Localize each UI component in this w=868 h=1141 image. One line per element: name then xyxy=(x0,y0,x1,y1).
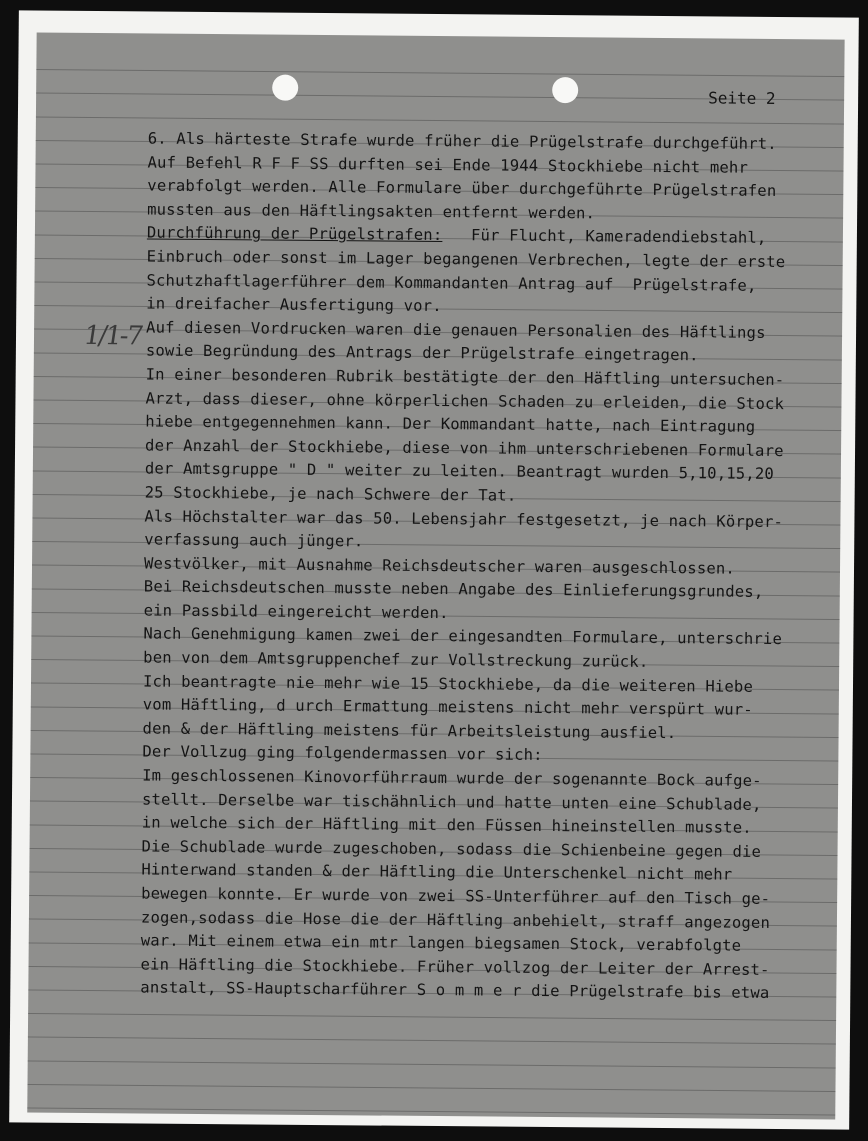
text-line: in welche sich der Häftling mit den Füssen hineinstellen musste. xyxy=(141,813,752,838)
text-line: mussten aus den Häftlingsakten entfernt werden. xyxy=(147,200,596,223)
text-line: Die Schublade wurde zugeschoben, sodass die Schienbeine gegen die xyxy=(141,837,762,861)
text-line: Hinterwand standen & der Häftling die Unterschenkel nicht mehr xyxy=(141,860,733,885)
text-line: verabfolgt werden. Alle Formulare über durchgeführte Prügelstrafen xyxy=(147,176,777,201)
text-line: ein Häftling die Stockhiebe. Früher vollzog der Leiter der Arrest- xyxy=(140,955,770,979)
text-line: Als Höchstalter war das 50. Lebensjahr festgesetzt, je nach Körper- xyxy=(144,506,784,531)
text-line: zogen,sodass die Hose die der Häftling anbehielt, straff angezogen xyxy=(140,908,771,932)
text-line: bewegen konnte. Er wurde von zwei SS-Unterführer auf den Tisch ge- xyxy=(141,884,771,908)
text-line: Im geschlossenen Kinovorführraum wurde der sogenannte Bock aufge- xyxy=(142,766,762,790)
handwritten-margin-mark: 1/1-7 xyxy=(81,320,144,352)
text-line: vom Häftling, d urch Ermattung meistens nicht mehr verspürt wur- xyxy=(142,695,753,720)
text-line: In einer besonderen Rubrik bestätigte der den Häftling untersuchen- xyxy=(145,365,785,389)
text-line: verfassung auch jünger. xyxy=(144,530,364,551)
text-line: ein Passbild eingereicht werden. xyxy=(143,601,449,623)
text-line: der Anzahl der Stockhiebe, diese von ihm unterschriebenen Formulare xyxy=(144,436,784,460)
text-line: Westvölker, mit Ausnahme Reichsdeutscher waren ausgeschlossen. xyxy=(143,554,736,578)
text-line: anstalt, SS-Hauptscharführer S o m m e r die Prügelstrafe bis etwa xyxy=(140,978,770,1003)
text-line: Auf Befehl R F F SS durften sei Ende 1944 Stockhiebe nicht mehr xyxy=(147,153,749,177)
text-line: Bei Reichsdeutschen musste neben Angabe des Einlieferungsgrundes, xyxy=(143,577,764,602)
text-line: Ich beantragte nie mehr wie 15 Stockhiebe, da die weiteren Hiebe xyxy=(142,672,754,696)
text-line: 6. Als härteste Strafe wurde früher die Prügelstrafe durchgeführt. xyxy=(147,129,777,153)
text-line: ben von dem Amtsgruppenchef zur Vollstreckung zurück. xyxy=(143,648,649,671)
section-heading-line: Durchführung der Prügelstrafen: Für Flucht, Kameradendiebstahl, xyxy=(146,223,767,248)
typed-sheet xyxy=(27,33,844,1120)
text-line: in dreifacher Ausfertigung vor. xyxy=(146,294,442,316)
document-page xyxy=(9,10,859,1129)
text-line: Einbruch oder sonst im Lager begangenen Verbrechen, legte der erste xyxy=(146,247,786,272)
text-line: Nach Genehmigung kamen zwei der eingesandten Formulare, unterschrie xyxy=(143,624,783,649)
punch-hole-left xyxy=(272,75,298,101)
text-line: Auf diesen Vordrucken waren die genauen Personalien des Häftlings xyxy=(146,318,766,342)
text-line: Arzt, dass dieser, ohne körperlichen Schaden zu erleiden, die Stock xyxy=(145,389,785,413)
text-line: sowie Begründung des Antrags der Prügelstrafe eingetragen. xyxy=(145,341,699,365)
text-line: hiebe entgegennehmen kann. Der Kommandant hatte, nach Eintragung xyxy=(145,412,756,436)
text-line: den & der Häftling meistens für Arbeitsleistung ausfiel. xyxy=(142,719,677,742)
text-line: Schutzhaftlagerführer dem Kommandanten Antrag auf Prügelstrafe, xyxy=(146,271,757,295)
text-line: Der Vollzug ging folgendermassen vor sich: xyxy=(142,742,543,765)
document-body xyxy=(140,127,844,1006)
punch-hole-right xyxy=(552,77,578,103)
text-line: 25 Stockhiebe, je nach Schwere der Tat. xyxy=(144,483,517,505)
text-line: war. Mit einem etwa ein mtr langen biegsamen Stock, verabfolgte xyxy=(140,931,742,955)
page-number: Seite 2 xyxy=(708,88,776,108)
text-line: stellt. Derselbe war tischähnlich und hatte unten eine Schublade, xyxy=(141,790,762,814)
text-line: der Amtsgruppe " D " weiter zu leiten. Beantragt wurden 5,10,15,20 xyxy=(144,459,775,484)
